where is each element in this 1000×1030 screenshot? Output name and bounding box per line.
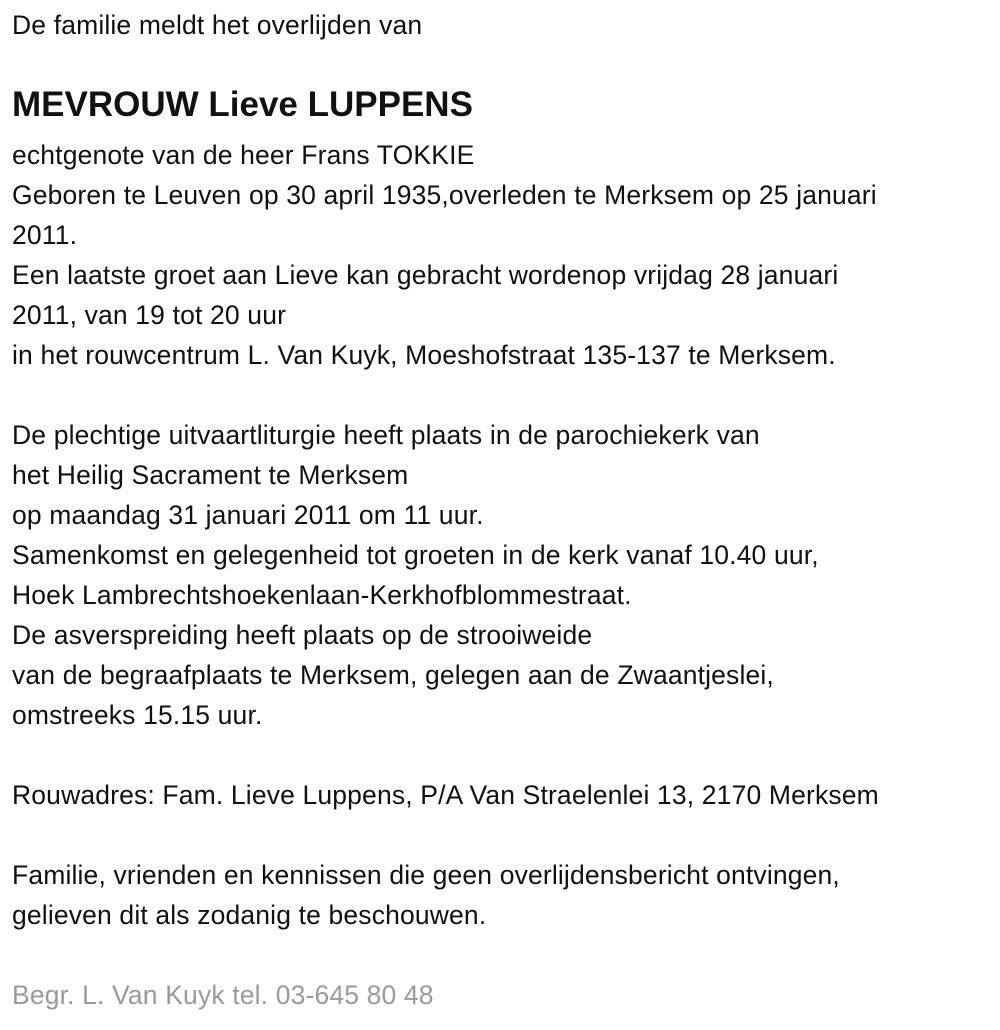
undertaker-footer: Begr. L. Van Kuyk tel. 03-645 80 48 <box>12 980 434 1010</box>
deceased-name-title: MEVROUW Lieve LUPPENS <box>12 85 473 124</box>
birth-death-line-cont: 2011. <box>12 220 78 250</box>
liturgy-line: het Heilig Sacrament te Merksem <box>12 460 409 490</box>
liturgy-line: Hoek Lambrechtshoekenlaan-Kerkhofblommestraat. <box>12 580 632 610</box>
ash-scattering-line: van de begraafplaats te Merksem, gelegen aan de Zwaantjeslei, <box>12 660 774 690</box>
spacer <box>12 375 879 415</box>
spouse-line: echtgenote van de heer Frans TOKKIE <box>12 140 475 170</box>
visitation-line: Een laatste groet aan Lieve kan gebracht wordenop vrijdag 28 januari <box>12 260 839 290</box>
ash-scattering-line: omstreeks 15.15 uur. <box>12 700 263 730</box>
ash-scattering-line: De asverspreiding heeft plaats op de strooiweide <box>12 620 593 650</box>
spacer <box>12 815 879 855</box>
visitation-line-cont: 2011, van 19 tot 20 uur <box>12 300 287 330</box>
funeral-home-line: in het rouwcentrum L. Van Kuyk, Moeshofstraat 135-137 te Merksem. <box>12 340 836 370</box>
intro-text: De familie meldt het overlijden van <box>12 10 423 40</box>
liturgy-line: op maandag 31 januari 2011 om 11 uur. <box>12 500 484 530</box>
mourning-address: Rouwadres: Fam. Lieve Luppens, P/A Van Straelenlei 13, 2170 Merksem <box>12 780 879 810</box>
spacer <box>12 935 879 975</box>
obituary-notice <box>12 5 879 1015</box>
spacer <box>12 735 879 775</box>
notice-line: gelieven dit als zodanig te beschouwen. <box>12 900 487 930</box>
liturgy-line: De plechtige uitvaartliturgie heeft plaats in de parochiekerk van <box>12 420 760 450</box>
notice-line: Familie, vrienden en kennissen die geen overlijdensbericht ontvingen, <box>12 860 840 890</box>
liturgy-line: Samenkomst en gelegenheid tot groeten in de kerk vanaf 10.40 uur, <box>12 540 819 570</box>
birth-death-line: Geboren te Leuven op 30 april 1935,overleden te Merksem op 25 januari <box>12 180 877 210</box>
